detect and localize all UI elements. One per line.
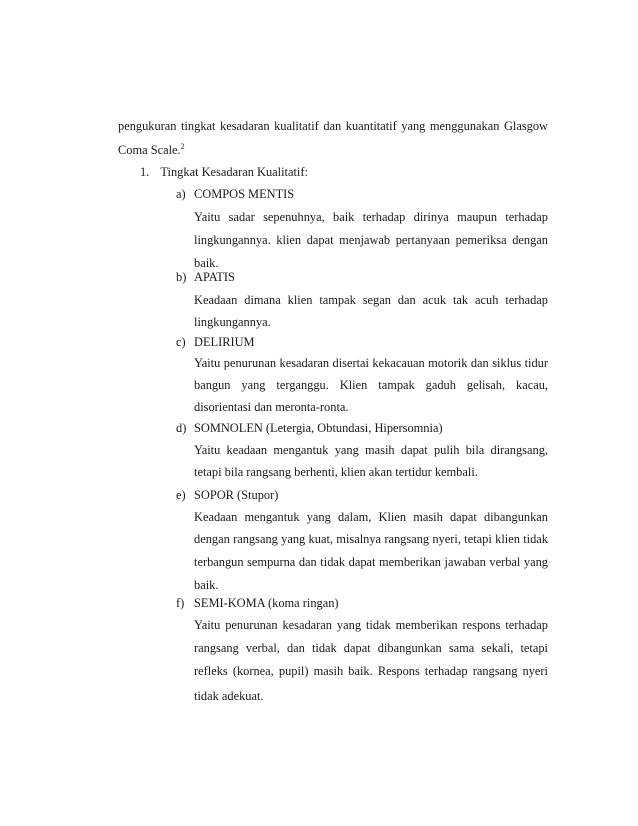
section-title: Tingkat Kesadaran Kualitatif: xyxy=(160,165,308,179)
item-line: Yaitu penurunan kesadaran yang tidak memberikan respons terhadap xyxy=(194,618,548,632)
item-title-apatis: APATIS xyxy=(194,270,235,284)
item-line: refleks (kornea, pupil) masih baik. Respons terhadap rangsang nyeri xyxy=(194,664,548,678)
item-line: Keadaan mengantuk yang dalam, Klien masih dapat dibangunkan xyxy=(194,510,548,524)
item-line: Yaitu sadar sepenuhnya, baik terhadap dirinya maupun terhadap xyxy=(194,210,548,224)
item-line: terbangun sempurna dan tidak dapat memberikan jawaban verbal yang xyxy=(194,555,548,569)
item-line: baik. xyxy=(194,256,219,270)
item-line: lingkungannya. klien dapat menjawab pertanyaan pemeriksa dengan xyxy=(194,233,548,247)
footnote-marker: 2 xyxy=(180,142,185,151)
intro-line-2-text: Coma Scale. xyxy=(118,143,181,157)
item-title-somnolen: SOMNOLEN (Letergia, Obtundasi, Hipersomnia) xyxy=(194,421,443,435)
item-line: rangsang verbal, dan tidak dapat dibangunkan sama sekali, tetapi xyxy=(194,641,548,655)
item-line: disorientasi dan meronta-ronta. xyxy=(194,400,349,414)
item-line: tidak adekuat. xyxy=(194,689,264,703)
section-number: 1. xyxy=(140,165,150,179)
item-line: tetapi bila rangsang berhenti, klien akan tertidur kembali. xyxy=(194,465,478,479)
item-title-sopor: SOPOR (Stupor) xyxy=(194,488,279,502)
item-title-delirium: DELIRIUM xyxy=(194,335,255,349)
item-line: Keadaan dimana klien tampak segan dan acuk tak acuh terhadap xyxy=(194,293,548,307)
item-label-b: b) xyxy=(176,270,187,284)
item-line: dengan rangsang yang kuat, misalnya rangsang nyeri, tetapi klien tidak xyxy=(194,532,548,546)
item-label-c: c) xyxy=(176,335,186,349)
item-line: Yaitu keadaan mengantuk yang masih dapat pulih bila dirangsang, xyxy=(194,443,548,457)
item-title-compos-mentis: COMPOS MENTIS xyxy=(194,187,295,201)
item-label-a: a) xyxy=(176,187,186,201)
item-line: baik. xyxy=(194,578,219,592)
item-line: Yaitu penurunan kesadaran disertai kekacauan motorik dan siklus tidur xyxy=(194,356,548,370)
item-label-d: d) xyxy=(176,421,187,435)
section-heading xyxy=(140,165,308,180)
item-title-semi-koma: SEMI-KOMA (koma ringan) xyxy=(194,596,339,610)
item-label-f: f) xyxy=(176,596,185,610)
item-label-e: e) xyxy=(176,488,186,502)
intro-line-2 xyxy=(118,143,185,158)
intro-line-1: pengukuran tingkat kesadaran kualitatif dan kuantitatif yang menggunakan Glasgow xyxy=(118,119,548,133)
item-line: bangun yang terganggu. Klien tampak gaduh gelisah, kacau, xyxy=(194,378,548,392)
item-line: lingkungannya. xyxy=(194,315,271,329)
